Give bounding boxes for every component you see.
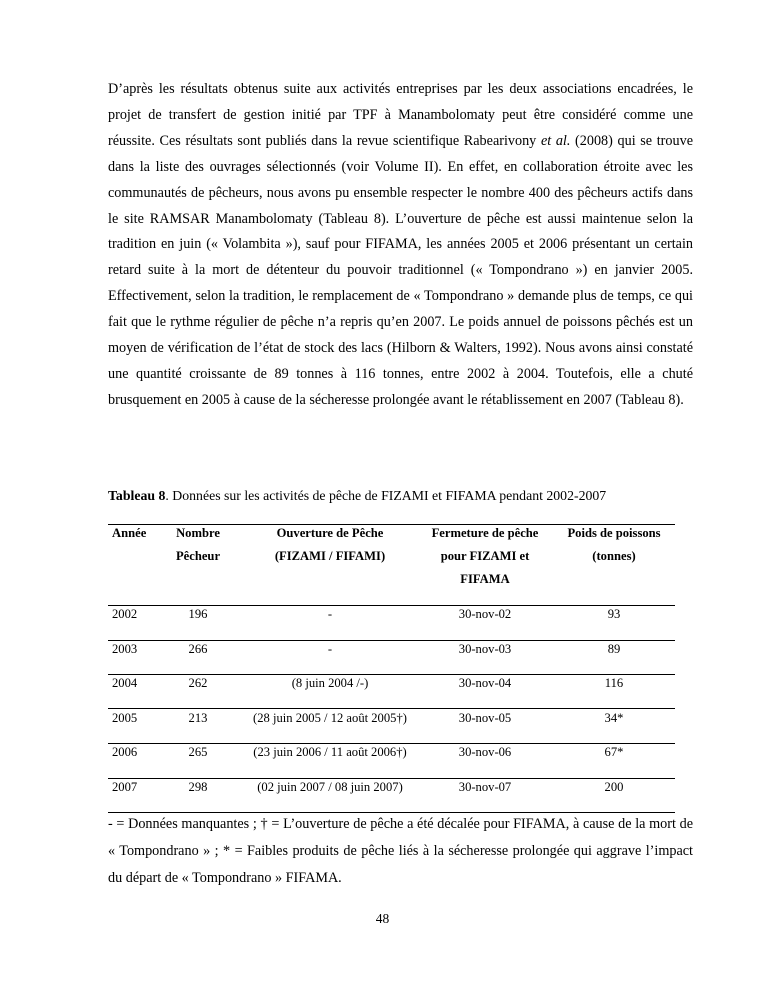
row-rule — [108, 674, 675, 675]
row-rule — [108, 743, 675, 744]
body-text-part-1: D’après les résultats obtenus suite aux activités entreprises par les deux associations encadrées, le projet de transfert de gestion initié par TPF à Manambolomaty peut être considéré comme une réussite. Ces résultats sont publiés dans la revue scientifique Rabearivony — [108, 81, 693, 149]
table-caption — [108, 488, 708, 504]
table-header-rule — [108, 605, 675, 606]
header-annee: Année — [112, 526, 147, 540]
cell-fermeture: 30-nov-03 — [458, 642, 512, 656]
et-al-italic: et al. — [540, 132, 571, 149]
cell-fermeture: 30-nov-04 — [458, 676, 512, 690]
cell-ouverture: (02 juin 2007 / 08 juin 2007) — [257, 780, 403, 794]
cell-ouverture: (23 juin 2006 / 11 août 2006†) — [253, 745, 407, 759]
cell-annee: 2002 — [112, 607, 138, 621]
cell-fermeture: 30-nov-05 — [458, 711, 512, 725]
cell-poids: 67* — [604, 745, 624, 759]
cell-nombre: 196 — [188, 607, 208, 621]
header-nombre: Nombre Pêcheur — [175, 526, 221, 563]
row-rule — [108, 708, 675, 709]
cell-annee: 2007 — [112, 780, 138, 794]
cell-poids: 200 — [604, 780, 624, 794]
row-rule — [108, 640, 675, 641]
header-poids: Poids de poissons (tonnes) — [567, 526, 661, 563]
cell-poids: 116 — [604, 676, 624, 690]
cell-nombre: 265 — [188, 745, 208, 759]
cell-nombre: 262 — [188, 676, 208, 690]
cell-annee: 2005 — [112, 711, 138, 725]
page-number: 48 — [375, 911, 390, 926]
cell-ouverture: (8 juin 2004 /-) — [291, 676, 369, 690]
cell-ouverture: (28 juin 2005 / 12 août 2005†) — [253, 711, 407, 725]
table-footnote: - = Données manquantes ; † = L’ouverture de pêche a été décalée pour FIFAMA, à cause de la mort de « Tompondrano » ; * = Faibles produits de pêche liés à la sécheresse prolongée qui aggrave l’impact du départ de « Tompondrano » FIFAMA. — [108, 816, 693, 886]
cell-poids: 34* — [604, 711, 624, 725]
cell-annee: 2006 — [112, 745, 138, 759]
header-fermeture: Fermeture de pêche pour FIZAMI et FIFAMA — [431, 526, 539, 586]
body-text-part-2: (2008) qui se trouve dans la liste des ouvrages sélectionnés (voir Volume II). En effet, en collaboration étroite avec les communautés de pêcheurs, nous avons pu ensemble respecter le nombre 400 des pêcheurs actifs dans le site RAMSAR Manambolomaty (Tableau 8). L’ouverture de pêche est aussi maintenue selon la tradition en juin (« Volambita »), sauf pour FIFAMA, les années 2005 et 2006 présentant un certain retard suite à la mort de détenteur du pouvoir traditionnel (« Tompondrano ») en janvier 2005. Effectivement, selon la tradition, le remplacement de « Tompondrano » demande plus de temps, ce qui fait que le rythme régulier de pêche n’a repris qu’en 2007. Le poids annuel de poissons pêchés est un moyen de vérification de l’état de stock des lacs (Hilborn & Walters, 1992). Nous avons ainsi constaté une quantité croissante de 89 tonnes à 116 tonnes, entre 2002 à 2004. Toutefois, elle a chuté brusquement en 2005 à cause de la sécheresse prolongée avant le rétablissement en 2007 (Tableau 8). — [108, 132, 693, 408]
cell-annee: 2004 — [112, 676, 138, 690]
row-rule — [108, 778, 675, 779]
cell-fermeture: 30-nov-06 — [458, 745, 512, 759]
cell-poids: 89 — [607, 642, 621, 656]
cell-poids: 93 — [607, 607, 621, 621]
cell-annee: 2003 — [112, 642, 138, 656]
table-caption-label: Tableau 8 — [108, 488, 166, 503]
cell-nombre: 213 — [188, 711, 208, 725]
cell-ouverture: - — [327, 642, 333, 656]
header-ouverture: Ouverture de Pêche (FIZAMI / FIFAMI) — [274, 526, 386, 563]
cell-fermeture: 30-nov-07 — [458, 780, 512, 794]
cell-fermeture: 30-nov-02 — [458, 607, 512, 621]
table-caption-text: . Données sur les activités de pêche de FIZAMI et FIFAMA pendant 2002-2007 — [165, 488, 607, 503]
cell-nombre: 298 — [188, 780, 208, 794]
body-paragraph — [108, 77, 693, 414]
cell-ouverture: - — [327, 607, 333, 621]
cell-nombre: 266 — [188, 642, 208, 656]
